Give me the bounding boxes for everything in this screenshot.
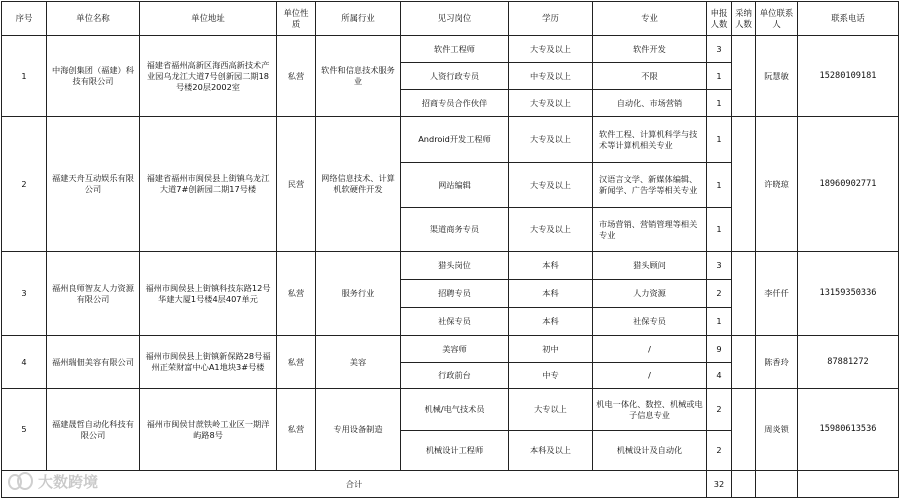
major-cell: 社保专员 bbox=[593, 308, 707, 336]
hired-count-cell bbox=[732, 36, 756, 117]
header-row bbox=[2, 2, 899, 36]
education-cell: 大专及以上 bbox=[509, 117, 593, 163]
seq-cell: 4 bbox=[2, 336, 47, 389]
unit-address-cell: 福建省福州市闽侯县上街镇乌龙江大道7#创新园二期17号楼 bbox=[140, 117, 277, 252]
apply-count-cell: 3 bbox=[707, 252, 732, 280]
apply-count-cell: 1 bbox=[707, 90, 732, 117]
apply-count-cell: 1 bbox=[707, 117, 732, 163]
table-row bbox=[2, 252, 899, 280]
position-cell: 人资行政专员 bbox=[401, 63, 509, 90]
seq-cell: 2 bbox=[2, 117, 47, 252]
industry-cell: 专用设备制造 bbox=[316, 389, 401, 471]
table-row bbox=[2, 117, 899, 163]
header-major: 专业 bbox=[593, 2, 707, 36]
education-cell: 大专及以上 bbox=[509, 163, 593, 208]
position-cell: 机械设计工程师 bbox=[401, 431, 509, 471]
unit-name-cell: 福州良师智友人力资源有限公司 bbox=[47, 252, 140, 336]
table-row bbox=[2, 36, 899, 63]
unit-address-cell: 福州市闽侯县上街镇新保路28号福州正荣财富中心A1地块3#号楼 bbox=[140, 336, 277, 389]
unit-nature-cell: 私营 bbox=[277, 36, 316, 117]
header-position: 见习岗位 bbox=[401, 2, 509, 36]
position-cell: Android开发工程师 bbox=[401, 117, 509, 163]
contact-cell: 周炎锁 bbox=[756, 389, 798, 471]
contact-cell: 阮慧敏 bbox=[756, 36, 798, 117]
phone-cell: 87881272 bbox=[798, 336, 899, 389]
unit-nature-cell: 私营 bbox=[277, 252, 316, 336]
total-contact-cell bbox=[756, 471, 798, 498]
major-cell: 猎头顾问 bbox=[593, 252, 707, 280]
total-label: 合计 bbox=[2, 471, 707, 498]
header-apply-count: 申报人数 bbox=[707, 2, 732, 36]
position-cell: 行政前台 bbox=[401, 363, 509, 389]
major-cell: / bbox=[593, 336, 707, 363]
unit-name-cell: 福州瑞佃美容有限公司 bbox=[47, 336, 140, 389]
unit-name-cell: 中海创集团（福建）科技有限公司 bbox=[47, 36, 140, 117]
major-cell: 不限 bbox=[593, 63, 707, 90]
major-cell: 软件工程、计算机科学与技术等计算机相关专业 bbox=[593, 117, 707, 163]
seq-cell: 3 bbox=[2, 252, 47, 336]
major-cell: 汉语言文学、新媒体编辑、新闻学、广告学等相关专业 bbox=[593, 163, 707, 208]
header-unit-name: 单位名称 bbox=[47, 2, 140, 36]
major-cell: 自动化、市场营销 bbox=[593, 90, 707, 117]
education-cell: 初中 bbox=[509, 336, 593, 363]
unit-address-cell: 福州市闽侯县上街镇科技东路12号华建大厦1号楼4层407单元 bbox=[140, 252, 277, 336]
header-contact: 单位联系人 bbox=[756, 2, 798, 36]
apply-count-cell: 1 bbox=[707, 63, 732, 90]
major-cell: 市场营销、营销管理等相关专业 bbox=[593, 208, 707, 252]
major-cell: 机电一体化、数控、机械或电子信息专业 bbox=[593, 389, 707, 431]
hired-count-cell bbox=[732, 252, 756, 336]
apply-count-cell: 9 bbox=[707, 336, 732, 363]
education-cell: 中专 bbox=[509, 363, 593, 389]
seq-cell: 1 bbox=[2, 36, 47, 117]
header-phone: 联系电话 bbox=[798, 2, 899, 36]
table-row bbox=[2, 389, 899, 431]
header-industry: 所属行业 bbox=[316, 2, 401, 36]
position-cell: 社保专员 bbox=[401, 308, 509, 336]
position-cell: 招聘专员 bbox=[401, 280, 509, 308]
major-cell: 机械设计及自动化 bbox=[593, 431, 707, 471]
education-cell: 大专以上 bbox=[509, 389, 593, 431]
position-cell: 美容师 bbox=[401, 336, 509, 363]
position-cell: 软件工程师 bbox=[401, 36, 509, 63]
apply-count-cell: 4 bbox=[707, 363, 732, 389]
apply-count-cell: 2 bbox=[707, 431, 732, 471]
education-cell: 本科 bbox=[509, 308, 593, 336]
unit-nature-cell: 私营 bbox=[277, 389, 316, 471]
apply-count-cell: 2 bbox=[707, 280, 732, 308]
industry-cell: 服务行业 bbox=[316, 252, 401, 336]
unit-nature-cell: 民营 bbox=[277, 117, 316, 252]
recruitment-table bbox=[1, 1, 899, 498]
industry-cell: 美容 bbox=[316, 336, 401, 389]
hired-count-cell bbox=[732, 336, 756, 389]
table-row bbox=[2, 336, 899, 363]
major-cell: 软件开发 bbox=[593, 36, 707, 63]
contact-cell: 陈香玲 bbox=[756, 336, 798, 389]
major-cell: / bbox=[593, 363, 707, 389]
education-cell: 本科 bbox=[509, 252, 593, 280]
phone-cell: 15280109181 bbox=[798, 36, 899, 117]
header-unit-nature: 单位性质 bbox=[277, 2, 316, 36]
contact-cell: 李仟仟 bbox=[756, 252, 798, 336]
education-cell: 大专及以上 bbox=[509, 208, 593, 252]
phone-cell: 13159350336 bbox=[798, 252, 899, 336]
education-cell: 本科 bbox=[509, 280, 593, 308]
header-hired-count: 采纳人数 bbox=[732, 2, 756, 36]
hired-count-cell bbox=[732, 117, 756, 252]
industry-cell: 软件和信息技术服务业 bbox=[316, 36, 401, 117]
header-unit-address: 单位地址 bbox=[140, 2, 277, 36]
apply-count-cell: 3 bbox=[707, 36, 732, 63]
total-count: 32 bbox=[707, 471, 732, 498]
unit-nature-cell: 私营 bbox=[277, 336, 316, 389]
total-row bbox=[2, 471, 899, 498]
position-cell: 渠道商务专员 bbox=[401, 208, 509, 252]
major-cell: 人力资源 bbox=[593, 280, 707, 308]
unit-address-cell: 福建省福州高新区海西高新技术产业园乌龙江大道7号创新园二期18号楼20层2002室 bbox=[140, 36, 277, 117]
contact-cell: 许晓琼 bbox=[756, 117, 798, 252]
unit-address-cell: 福州市闽侯甘蔗铁岭工业区一期洋屿路8号 bbox=[140, 389, 277, 471]
education-cell: 本科及以上 bbox=[509, 431, 593, 471]
unit-name-cell: 福建晟哲自动化科技有限公司 bbox=[47, 389, 140, 471]
unit-name-cell: 福建天舟互动娱乐有限公司 bbox=[47, 117, 140, 252]
watermark-text: 大数跨境 bbox=[38, 472, 99, 491]
header-seq: 序号 bbox=[2, 2, 47, 36]
position-cell: 网站编辑 bbox=[401, 163, 509, 208]
total-phone-cell bbox=[798, 471, 899, 498]
position-cell: 猎头岗位 bbox=[401, 252, 509, 280]
position-cell: 招商专员合作伙伴 bbox=[401, 90, 509, 117]
phone-cell: 15980613536 bbox=[798, 389, 899, 471]
phone-cell: 18960902771 bbox=[798, 117, 899, 252]
header-education: 学历 bbox=[509, 2, 593, 36]
hired-count-cell bbox=[732, 389, 756, 471]
apply-count-cell: 1 bbox=[707, 208, 732, 252]
education-cell: 大专及以上 bbox=[509, 90, 593, 117]
education-cell: 中专及以上 bbox=[509, 63, 593, 90]
industry-cell: 网络信息技术、计算机软硬件开发 bbox=[316, 117, 401, 252]
apply-count-cell: 2 bbox=[707, 389, 732, 431]
total-hired-cell bbox=[732, 471, 756, 498]
seq-cell: 5 bbox=[2, 389, 47, 471]
apply-count-cell: 1 bbox=[707, 163, 732, 208]
position-cell: 机械/电气技术员 bbox=[401, 389, 509, 431]
apply-count-cell: 1 bbox=[707, 308, 732, 336]
education-cell: 大专及以上 bbox=[509, 36, 593, 63]
